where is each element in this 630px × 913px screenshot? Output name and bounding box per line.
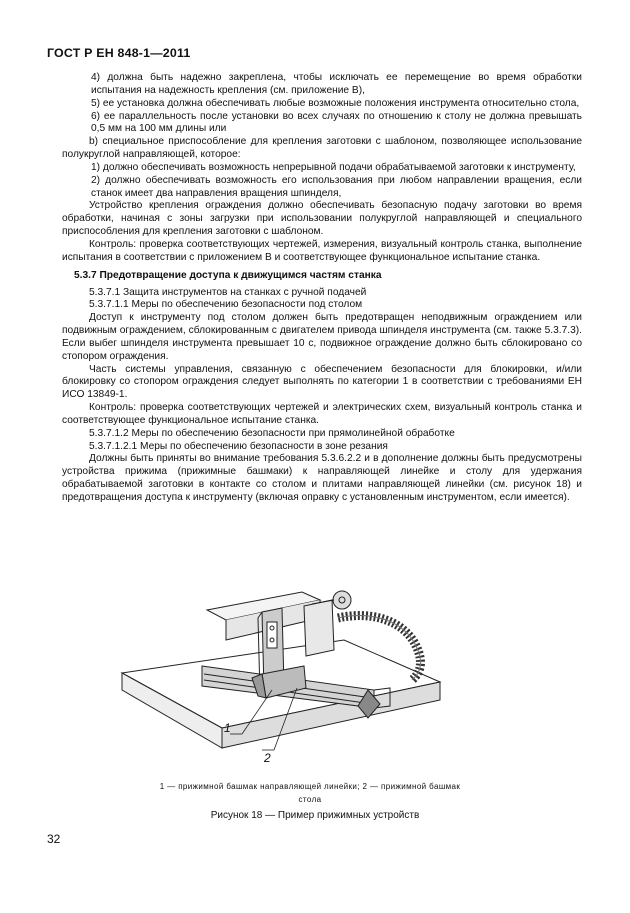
list-item: b) специальное приспособление для крепления заготовки с шаблоном, позволяющее использование полукруглой направляющей, которое: bbox=[62, 136, 582, 161]
figure-legend bbox=[145, 781, 475, 806]
subsection-heading: 5.3.7.1.2 Меры по обеспечению безопасности при прямолинейной обработке bbox=[89, 427, 455, 439]
paragraph: Контроль: проверка соответствующих чертежей и электрических схем, визуальный контроль станка и соответствующее функциональное испытание станка. bbox=[62, 402, 582, 426]
adjust-wheel bbox=[333, 591, 351, 609]
subsection-heading: 5.3.7.1.2.1 Меры по обеспечению безопасности в зоне резания bbox=[89, 440, 388, 452]
paragraph: Должны быть приняты во внимание требования 5.3.6.2.2 и в дополнение должны быть предусмотрены устройства прижима (прижимные башмаки) к направляющей линейке и столу для удержания обрабатываемой заготовки в контакте со столом и плитами направляющей линейки (см. рисунок 18) и предотвращения доступа к инструменту (включая оправку с установленным инструментом, если имеется). bbox=[62, 453, 582, 503]
paragraph: Устройство крепления ограждения должно обеспечивать безопасную подачу заготовки во время обработки, начиная с зоны загрузки при использовании полукруглой направляющей и специального приспособления для крепления заготовки с шаблоном. bbox=[62, 200, 582, 238]
legend-line: 1 — прижимной башмак направляющей линейки; 2 — прижимной башмак bbox=[159, 782, 461, 791]
section-heading: 5.3.7 Предотвращение доступа к движущимся частям станка bbox=[74, 269, 382, 281]
figure-label-1: 1 bbox=[224, 721, 231, 735]
pressure-devices-figure bbox=[112, 578, 452, 770]
list-item: 5) ее установка должна обеспечивать любые возможные положения инструмента относительно стола, bbox=[91, 97, 580, 109]
body-text bbox=[62, 72, 582, 505]
subsection-heading: 5.3.7.1 Защита инструментов на станках с ручной подачей bbox=[89, 286, 367, 298]
paragraph: Контроль: проверка соответствующих чертежей, измерения, визуальный контроль станка, выполнение испытания в соответствии с приложением В и соответствующее функциональное испытание станка. bbox=[62, 238, 582, 263]
list-item: 6) ее параллельность после установки во всех случаях по отношению к столу не должна превышать 0,5 мм на 100 мм длины или bbox=[91, 110, 582, 135]
figure-caption: Рисунок 18 — Пример прижимных устройств bbox=[210, 810, 420, 821]
list-item: 2) должно обеспечивать возможность его использования при любом направлении вращения, если станок имеет два направления вращения шпинделя, bbox=[91, 174, 582, 199]
subsection-heading: 5.3.7.1.1 Меры по обеспечению безопасности под столом bbox=[89, 299, 363, 311]
legend-line: стола bbox=[298, 794, 322, 804]
document-header: ГОСТ Р ЕН 848-1—2011 bbox=[47, 46, 191, 60]
page-number: 32 bbox=[47, 832, 61, 846]
spindle-column bbox=[304, 600, 334, 656]
paragraph: Часть системы управления, связанную с обеспечением безопасности для блокировки, и/или блокировку со стопором ограждения следует выполнять по категории 1 в соответствии с требованиями ЕН ИСО 13849-1. bbox=[62, 363, 582, 401]
list-item: 4) должна быть надежно закреплена, чтобы исключать ее перемещение во время обработки испытания на надежность крепления (см. приложение В), bbox=[91, 72, 582, 96]
list-item: 1) должно обеспечивать возможность непрерывной подачи обрабатываемой заготовки к инструменту, bbox=[91, 161, 576, 173]
figure-label-2: 2 bbox=[264, 751, 271, 765]
paragraph: Доступ к инструменту под столом должен быть предотвращен неподвижным ограждением или подвижным ограждением, сблокированным с двигателем привода шпинделя инструмента (см. также 5.3.7.3). Если выбег шпинделя инструмента превышает 10 с, подвижное ограждение должно быть сблокировано со стопором ограждения. bbox=[62, 312, 582, 362]
